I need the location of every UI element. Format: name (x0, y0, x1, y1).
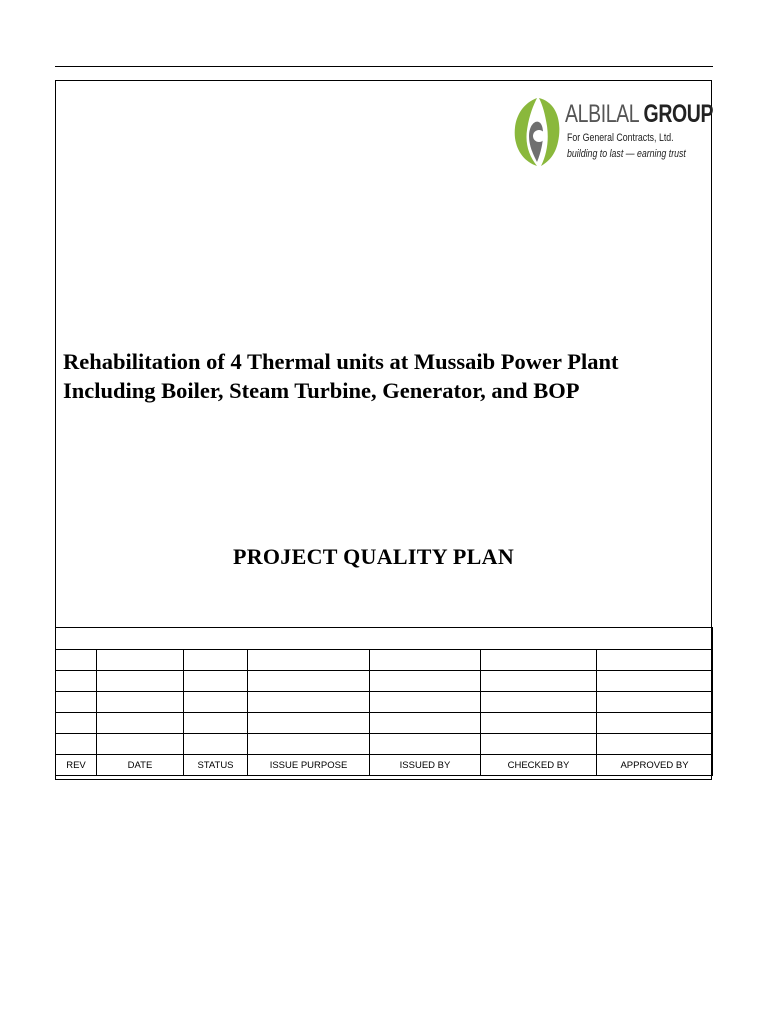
revision-cell (56, 734, 97, 755)
revision-cell (56, 650, 97, 671)
revision-header-cell: ISSUE PURPOSE (248, 755, 370, 776)
project-title-line-1: Rehabilitation of 4 Thermal units at Mussaib Power Plant (63, 349, 619, 374)
revision-cell (481, 671, 597, 692)
revision-cell (248, 713, 370, 734)
revision-cell (370, 692, 481, 713)
revision-cell (184, 692, 248, 713)
logo-wordmark (565, 100, 713, 129)
revision-cell (597, 692, 713, 713)
revision-cell (248, 671, 370, 692)
revision-row (56, 692, 713, 713)
revision-table-top-row (56, 628, 713, 650)
revision-cell (97, 671, 184, 692)
revision-cell (248, 734, 370, 755)
revision-cell (597, 734, 713, 755)
logo-name-light: ALBILAL (565, 100, 639, 128)
logo-mark-icon (511, 96, 563, 168)
revision-cell (481, 713, 597, 734)
company-logo (511, 96, 714, 171)
revision-cell (248, 650, 370, 671)
revision-cell (184, 734, 248, 755)
revision-cell (370, 734, 481, 755)
logo-name-bold: GROUP (643, 100, 714, 128)
revision-cell (97, 713, 184, 734)
revision-cell (184, 671, 248, 692)
revision-header-row (56, 755, 713, 776)
logo-tagline: building to last — earning trust (567, 148, 686, 160)
project-title-line-2: Including Boiler, Steam Turbine, Generator, and BOP (63, 378, 580, 403)
revision-cell (370, 650, 481, 671)
revision-table (55, 627, 713, 776)
revision-cell (597, 650, 713, 671)
revision-header-cell: APPROVED BY (597, 755, 713, 776)
revision-cell (97, 692, 184, 713)
revision-cell (56, 692, 97, 713)
revision-row (56, 650, 713, 671)
revision-row (56, 671, 713, 692)
revision-cell (97, 650, 184, 671)
project-title (63, 347, 713, 405)
revision-cell (248, 692, 370, 713)
cover-page-frame (55, 80, 712, 780)
revision-cell (481, 734, 597, 755)
revision-header-cell: DATE (97, 755, 184, 776)
revision-header-cell: REV (56, 755, 97, 776)
revision-header-cell: CHECKED BY (481, 755, 597, 776)
revision-cell (56, 671, 97, 692)
revision-cell (184, 650, 248, 671)
revision-cell (597, 671, 713, 692)
revision-row (56, 713, 713, 734)
logo-subtitle: For General Contracts, Ltd. (567, 132, 674, 144)
revision-header-cell: STATUS (184, 755, 248, 776)
revision-cell (370, 713, 481, 734)
revision-cell (184, 713, 248, 734)
revision-cell (97, 734, 184, 755)
revision-cell (370, 671, 481, 692)
revision-cell (56, 713, 97, 734)
revision-row (56, 734, 713, 755)
revision-cell (481, 692, 597, 713)
document-title: PROJECT QUALITY PLAN (232, 544, 515, 569)
revision-cell (597, 713, 713, 734)
revision-cell (481, 650, 597, 671)
revision-header-cell: ISSUED BY (370, 755, 481, 776)
header-rule (55, 66, 713, 67)
